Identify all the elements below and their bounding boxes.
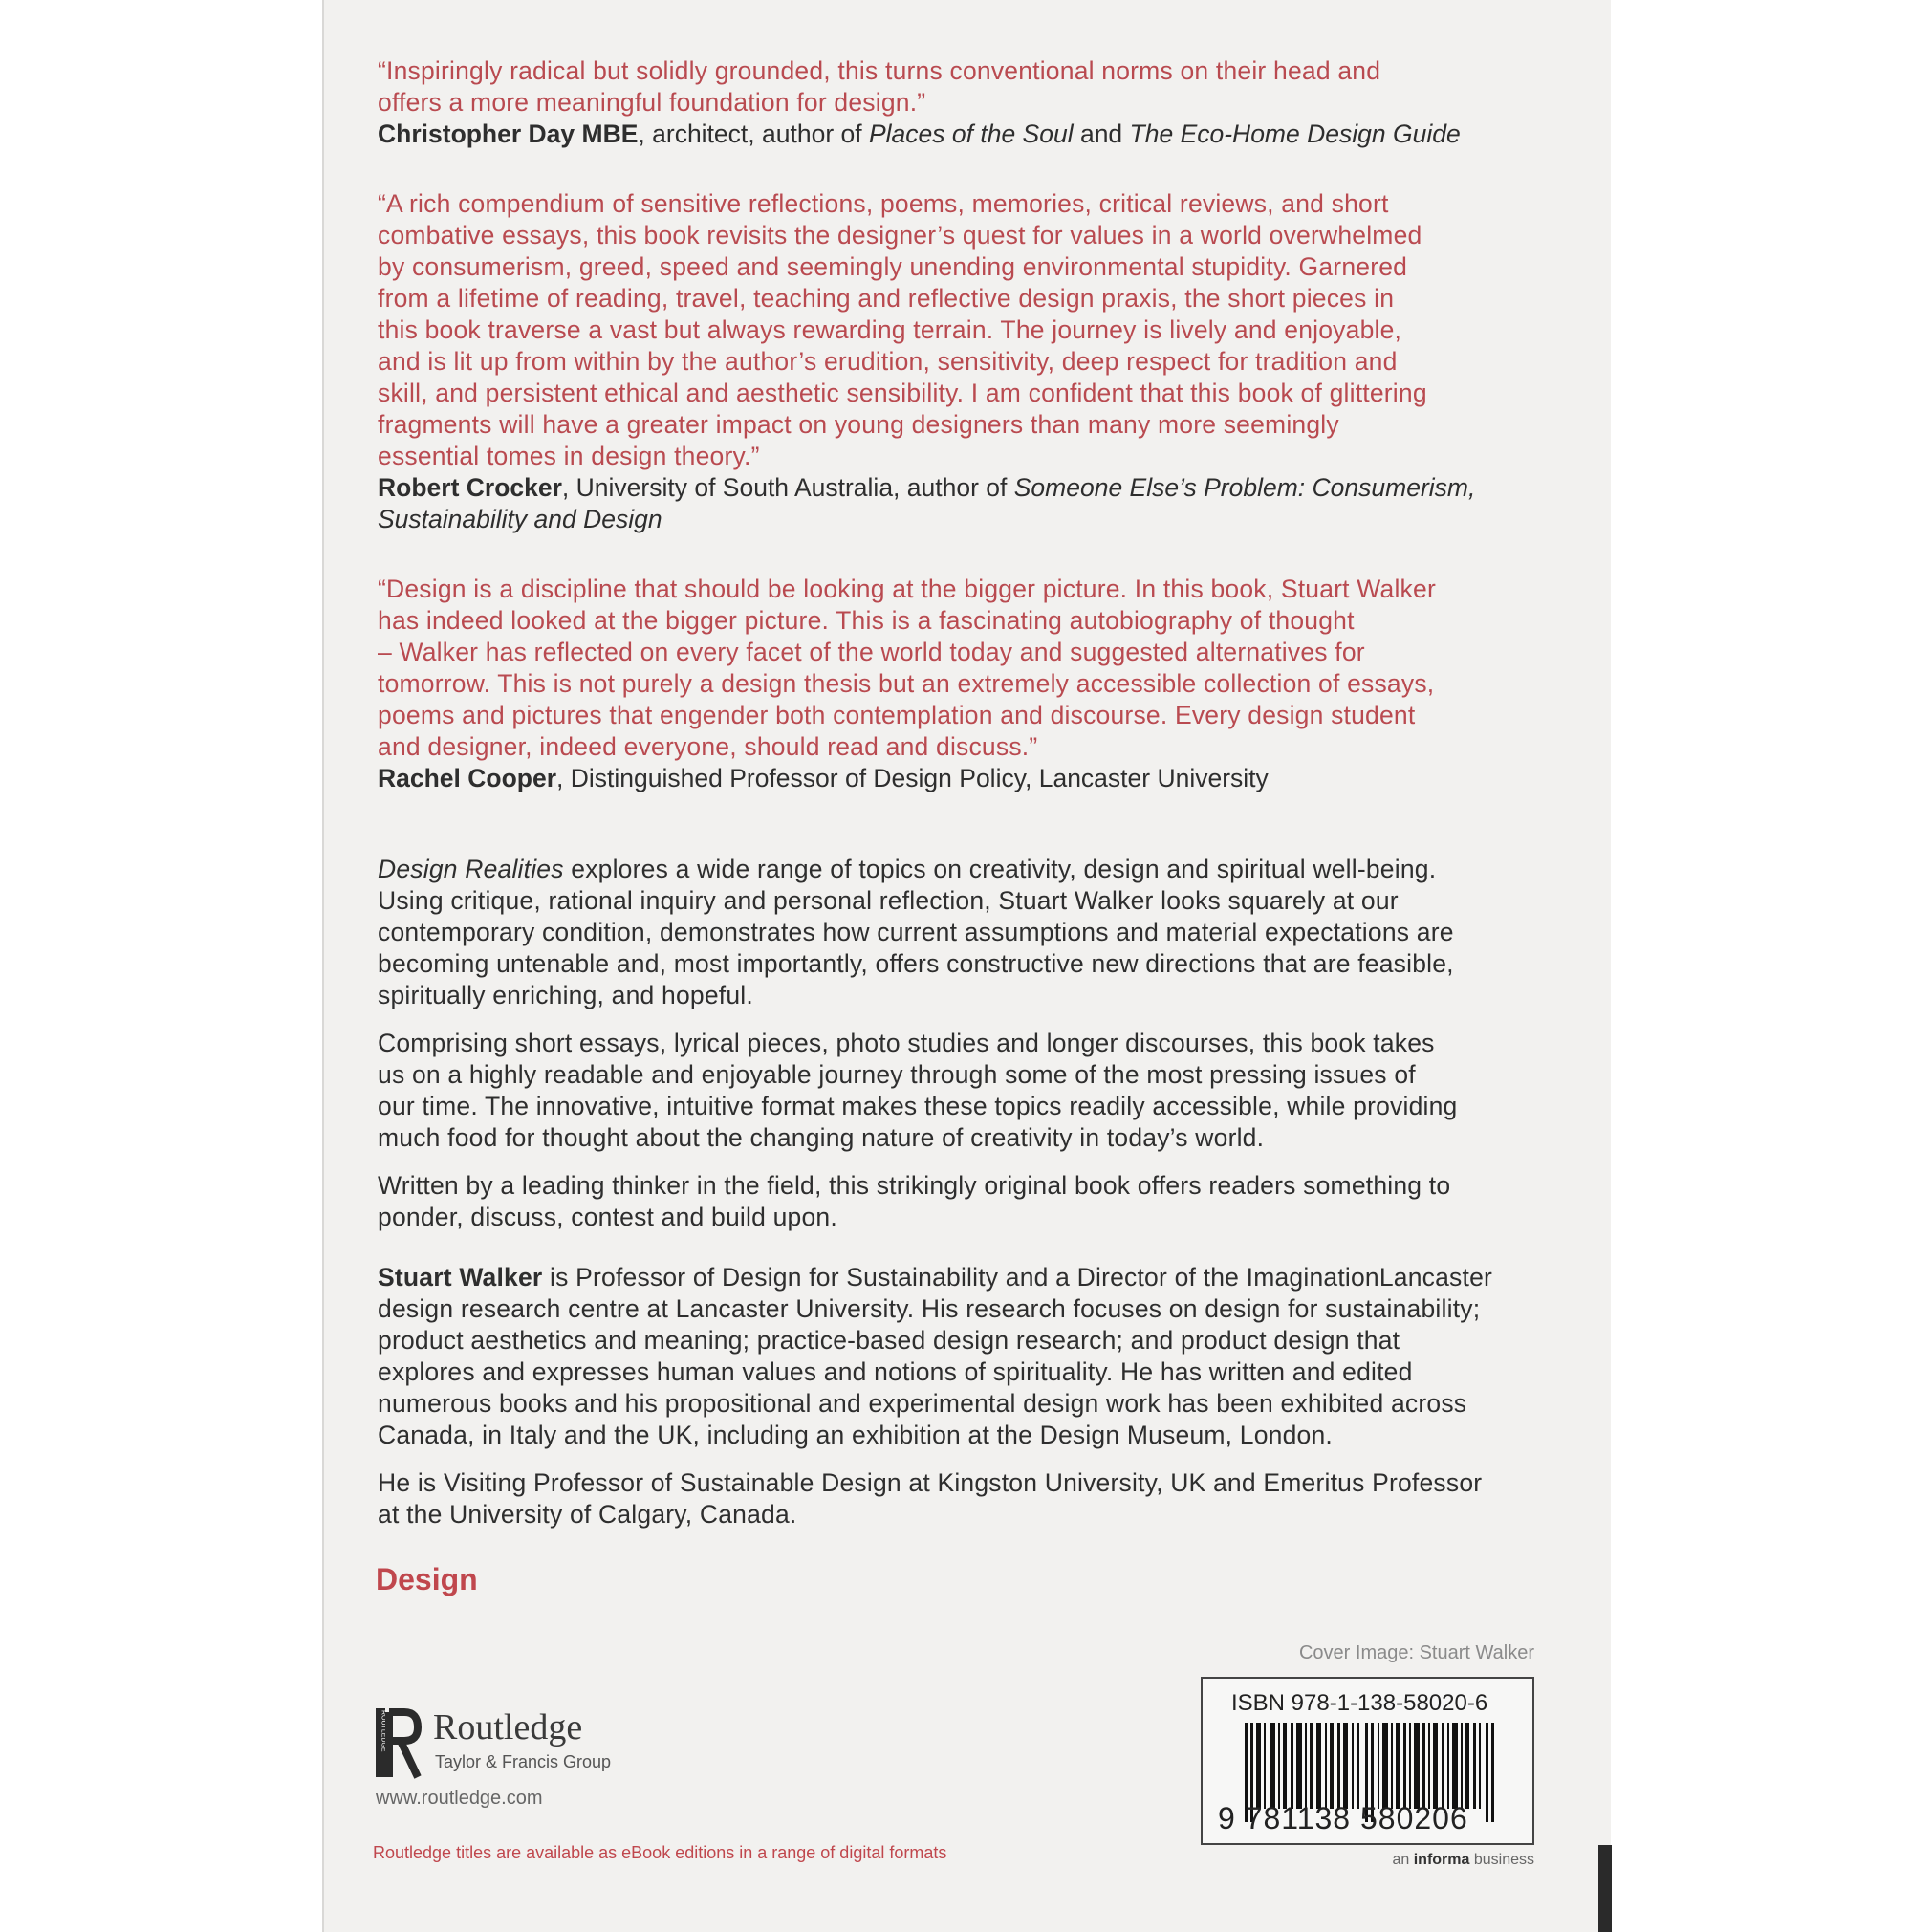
- endorsement-1: [378, 55, 1549, 150]
- endorser-name: Robert Crocker: [378, 473, 562, 502]
- routledge-logo-icon: [376, 1708, 423, 1779]
- quote-line: “Design is a discipline that should be looking at the bigger picture. In this book, Stuart Walker: [378, 575, 1436, 603]
- quote-line: skill, and persistent ethical and aesthetic sensibility. I am confident that this book of glittering: [378, 379, 1427, 407]
- book-title: Places of the Soul: [868, 119, 1074, 148]
- text-line: becoming untenable and, most importantly, offers constructive new directions that are feasible,: [378, 949, 1454, 978]
- publisher-website: www.routledge.com: [376, 1788, 543, 1809]
- quote-line: “Inspiringly radical but solidly grounded, this turns conventional norms on their head and: [378, 56, 1381, 85]
- book-description: [378, 854, 1549, 1233]
- informa-suffix: business: [1469, 1852, 1534, 1868]
- description-paragraph-3: [378, 1170, 1549, 1233]
- bio-paragraph-1: [378, 1262, 1549, 1451]
- quote-line: and designer, indeed everyone, should read and discuss.”: [378, 732, 1038, 761]
- informa-business-label: [1319, 1852, 1534, 1869]
- description-paragraph-1: [378, 854, 1549, 1011]
- quote-line: poems and pictures that engender both contemplation and discourse. Every design student: [378, 701, 1416, 729]
- informa-brand: informa: [1413, 1852, 1470, 1868]
- text-line: contemporary condition, demonstrates how current assumptions and material expectations are: [378, 918, 1454, 946]
- text-line: explores a wide range of topics on creativity, design and spiritual well-being.: [563, 855, 1437, 883]
- book-title: The Eco-Home Design Guide: [1129, 119, 1461, 148]
- quote-line: – Walker has reflected on every facet of the world today and suggested alternatives for: [378, 638, 1365, 666]
- endorsement-attribution-cont: [378, 504, 1549, 535]
- author-bio: [378, 1262, 1549, 1530]
- quote-line: this book traverse a vast but always rewarding terrain. The journey is lively and enjoyable,: [378, 315, 1402, 344]
- endorser-name: Christopher Day MBE: [378, 119, 639, 148]
- quote-line: and is lit up from within by the author’s erudition, sensitivity, deep respect for tradition and: [378, 347, 1398, 376]
- author-name: Stuart Walker: [378, 1263, 543, 1292]
- back-cover-text: [378, 55, 1549, 1547]
- endorser-name: Rachel Cooper: [378, 764, 557, 792]
- isbn-label: ISBN 978-1-138-58020-6: [1231, 1690, 1488, 1716]
- text-line: much food for thought about the changing nature of creativity in today’s world.: [378, 1123, 1265, 1152]
- endorser-role: , architect, author of: [638, 119, 869, 148]
- publisher-name: Routledge: [433, 1707, 583, 1747]
- text-line: Using critique, rational inquiry and personal reflection, Stuart Walker looks squarely at our: [378, 886, 1399, 915]
- endorsement-attribution: [378, 763, 1549, 794]
- text-line: at the University of Calgary, Canada.: [378, 1500, 797, 1529]
- ebook-note: Routledge titles are available as eBook editions in a range of digital formats: [373, 1843, 947, 1862]
- description-paragraph-2: [378, 1028, 1549, 1154]
- logo-vertical-text: ROUTLEDGE: [380, 1710, 387, 1752]
- quote-line: “A rich compendium of sensitive reflections, poems, memories, critical reviews, and short: [378, 189, 1389, 218]
- informa-prefix: an: [1392, 1852, 1414, 1868]
- quote-line: by consumerism, greed, speed and seemingly unending environmental stupidity. Garnered: [378, 252, 1408, 281]
- text-line: is Professor of Design for Sustainability and a Director of the ImaginationLancaster: [542, 1263, 1493, 1292]
- publisher-group: Taylor & Francis Group: [435, 1752, 612, 1771]
- page-edge: [1598, 1845, 1612, 1932]
- isbn-barcode: [1201, 1677, 1534, 1845]
- quote-line: tomorrow. This is not purely a design thesis but an extremely accessible collection of essays,: [378, 669, 1435, 698]
- quote-line: fragments will have a greater impact on young designers than many more seemingly: [378, 410, 1339, 439]
- quote-line: combative essays, this book revisits the designer’s quest for values in a world overwhelmed: [378, 221, 1422, 250]
- text-line: Written by a leading thinker in the field, this strikingly original book offers readers something to: [378, 1171, 1451, 1200]
- bio-paragraph-2: [378, 1467, 1549, 1530]
- barcode-digits: 9 781138 580206: [1218, 1801, 1468, 1835]
- quote-line: offers a more meaningful foundation for design.”: [378, 88, 926, 117]
- category-label: Design: [376, 1562, 478, 1596]
- text-line: our time. The innovative, intuitive format makes these topics readily accessible, while providing: [378, 1092, 1458, 1120]
- text-line: Comprising short essays, lyrical pieces, photo studies and longer discourses, this book takes: [378, 1029, 1435, 1057]
- endorsement-attribution: [378, 119, 1549, 150]
- endorsement-2: [378, 188, 1549, 535]
- text-line: design research centre at Lancaster University. His research focuses on design for sustainability;: [378, 1294, 1481, 1323]
- quote-line: essential tomes in design theory.”: [378, 442, 760, 470]
- text-line: us on a highly readable and enjoyable journey through some of the most pressing issues of: [378, 1060, 1416, 1089]
- cover-image-credit: Cover Image: Stuart Walker: [1298, 1642, 1534, 1663]
- text-line: product aesthetics and meaning; practice-based design research; and product design that: [378, 1326, 1400, 1355]
- book-title: Design Realities: [378, 855, 564, 883]
- text-line: numerous books and his propositional and experimental design work has been exhibited across: [378, 1389, 1467, 1418]
- text-line: spiritually enriching, and hopeful.: [378, 981, 753, 1009]
- text-line: explores and expresses human values and notions of spirituality. He has written and edited: [378, 1357, 1413, 1386]
- endorsement-3: [378, 574, 1549, 794]
- book-title: Sustainability and Design: [378, 505, 662, 533]
- endorsement-attribution: [378, 472, 1549, 504]
- text-line: ponder, discuss, contest and build upon.: [378, 1203, 837, 1231]
- quote-line: from a lifetime of reading, travel, teaching and reflective design praxis, the short pieces in: [378, 284, 1395, 313]
- endorser-role: , University of South Australia, author of: [561, 473, 1014, 502]
- quote-line: has indeed looked at the bigger picture. This is a fascinating autobiography of thought: [378, 606, 1355, 635]
- connector-text: and: [1073, 119, 1130, 148]
- endorser-role: , Distinguished Professor of Design Policy, Lancaster University: [556, 764, 1269, 792]
- text-line: He is Visiting Professor of Sustainable Design at Kingston University, UK and Emeritus Professor: [378, 1468, 1483, 1497]
- book-title: Someone Else’s Problem: Consumerism,: [1013, 473, 1476, 502]
- text-line: Canada, in Italy and the UK, including an exhibition at the Design Museum, London.: [378, 1421, 1333, 1449]
